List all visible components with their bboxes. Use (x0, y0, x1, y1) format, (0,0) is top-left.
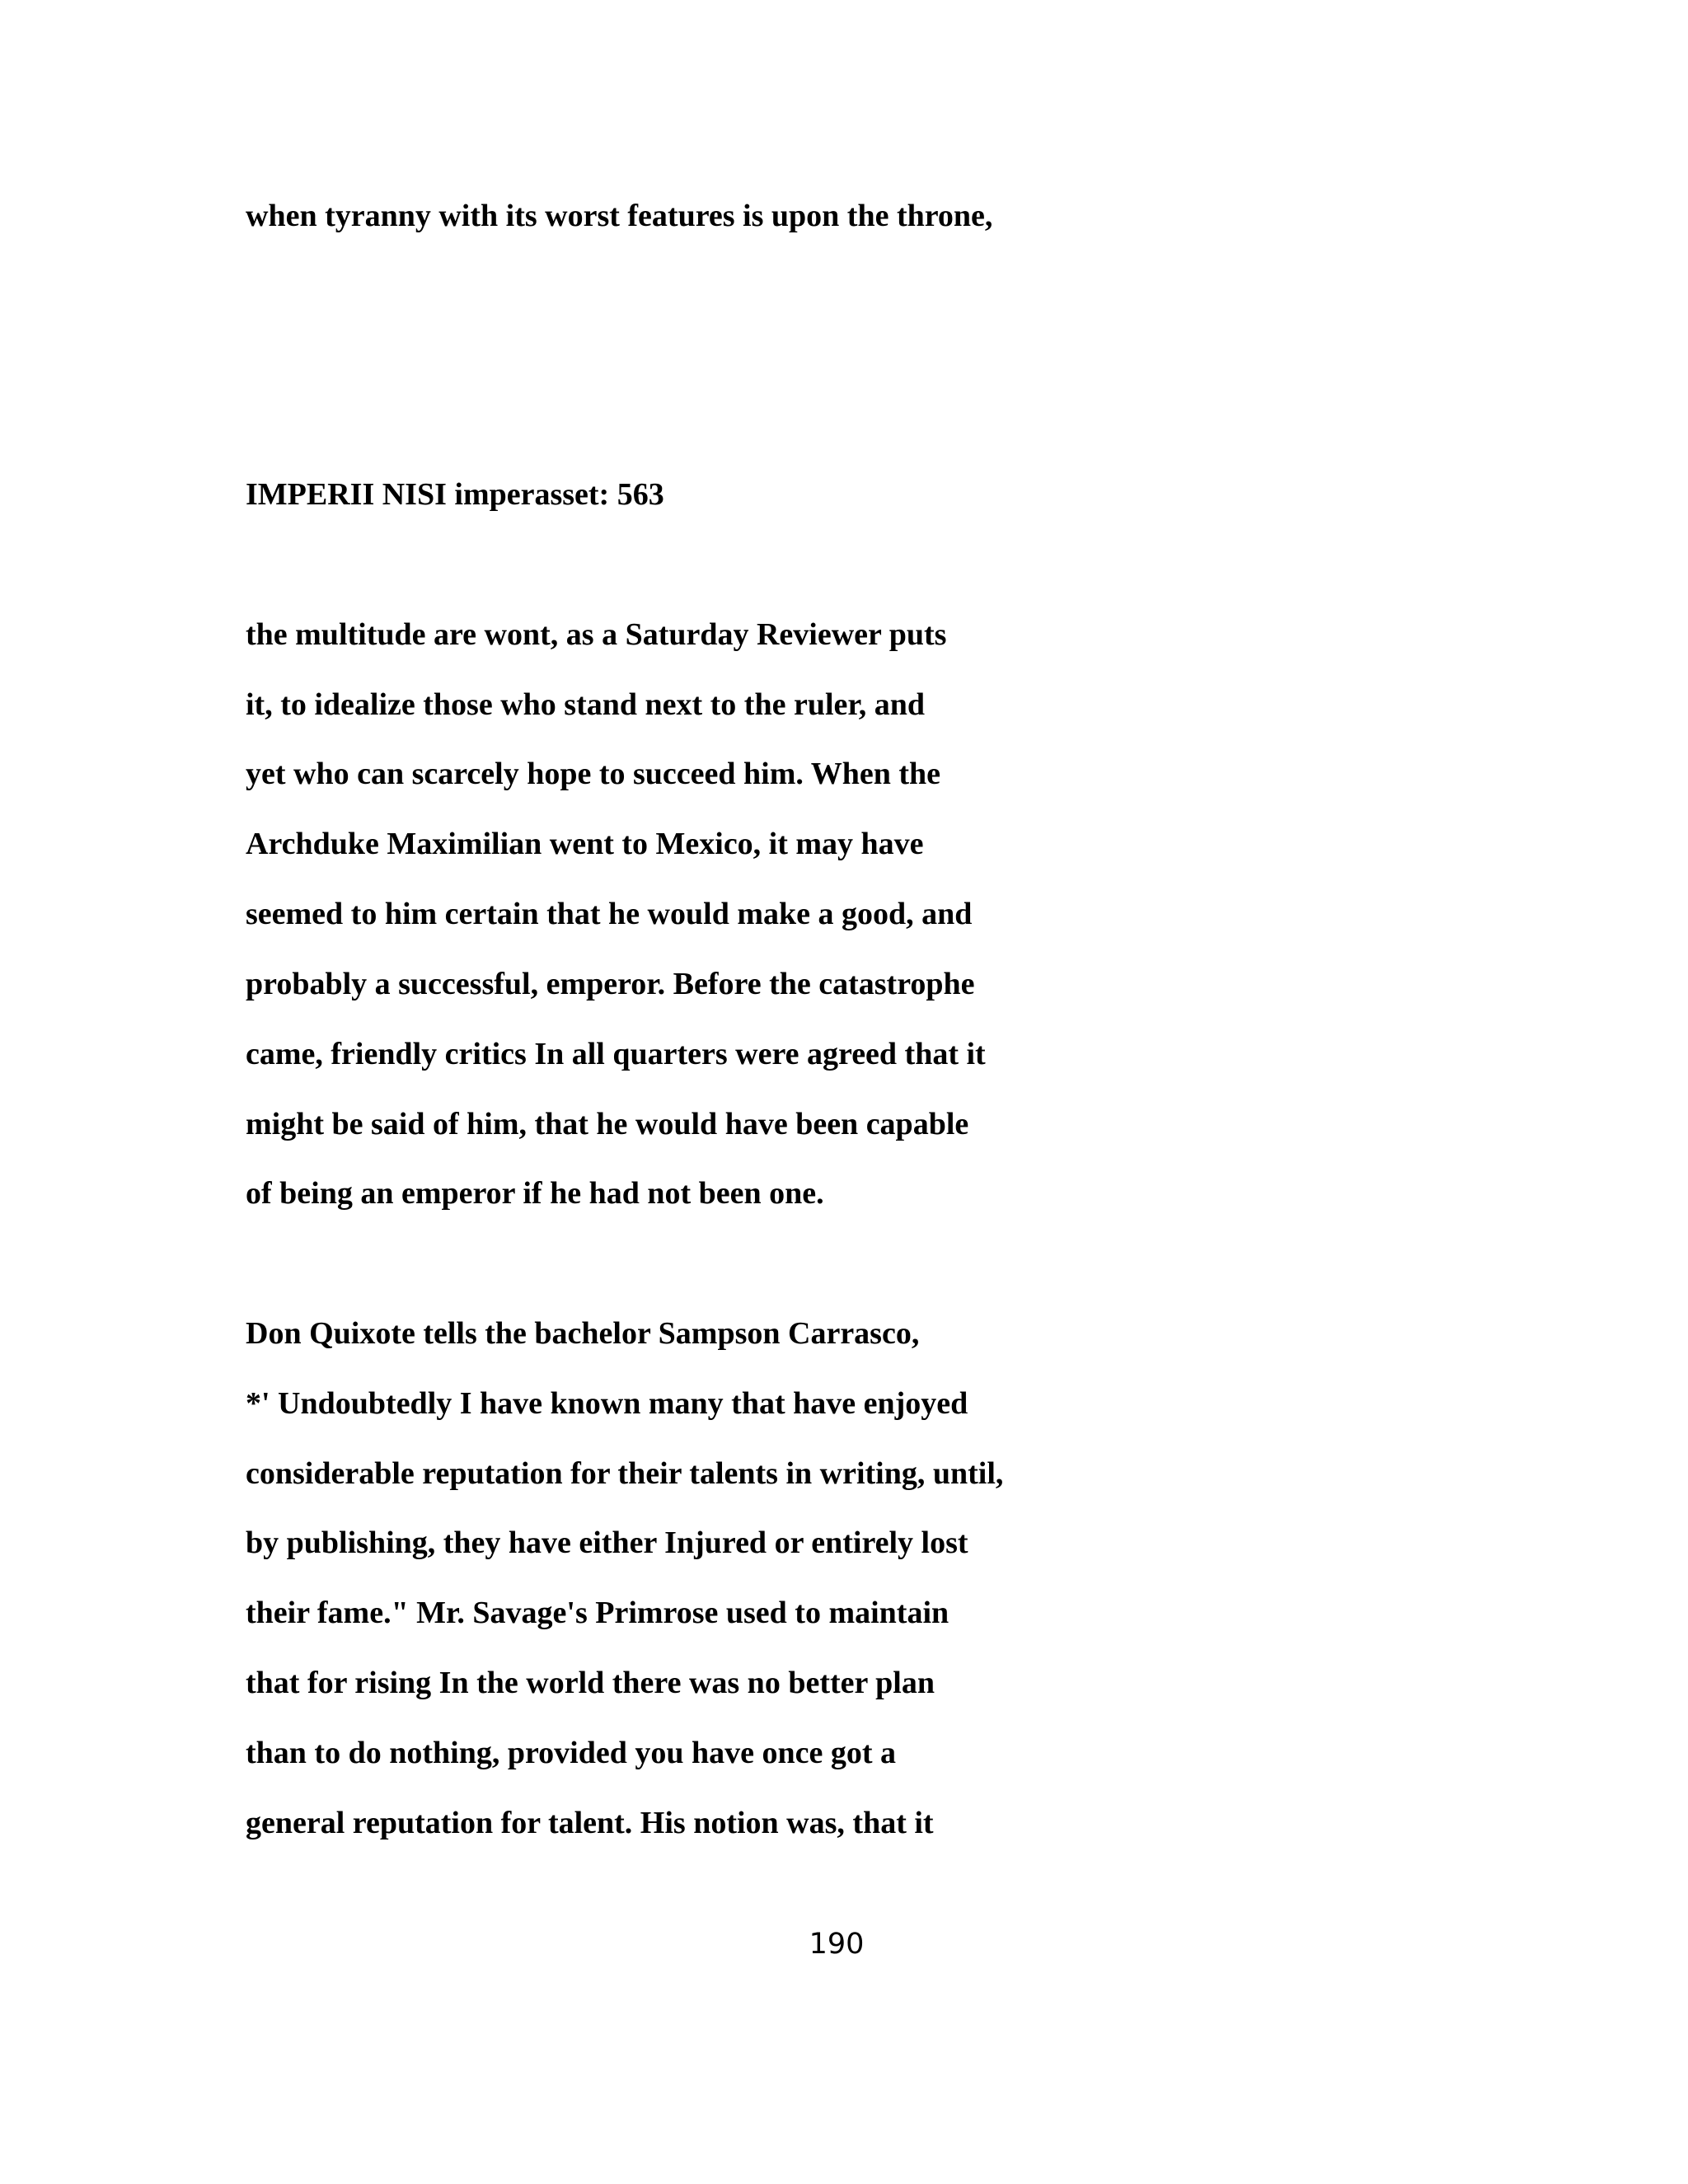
text-line: of being an emperor if he had not been one. (246, 1176, 824, 1211)
text-line: *' Undoubtedly I have known many that have enjoyed (246, 1386, 968, 1421)
text-line: it, to idealize those who stand next to the ruler, and (246, 687, 926, 722)
text-line: might be said of him, that he would have been capable (246, 1107, 969, 1141)
text-line: by publishing, they have either Injured or entirely lost (246, 1526, 968, 1560)
text-line: probably a successful, emperor. Before the catastrophe (246, 967, 975, 1001)
page-number: 190 (809, 1928, 865, 1961)
text-line: general reputation for talent. His notion was, that it (246, 1806, 934, 1840)
text-line: when tyranny with its worst features is upon the throne, (246, 199, 993, 233)
text-line: the multitude are wont, as a Saturday Reviewer puts (246, 617, 947, 652)
text-line: than to do nothing, provided you have once got a (246, 1736, 896, 1770)
text-line: yet who can scarcely hope to succeed him. When the (246, 757, 940, 791)
text-line: their fame." Mr. Savage's Primrose used to maintain (246, 1596, 950, 1630)
text-line: Archduke Maximilian went to Mexico, it may have (246, 827, 924, 861)
text-line: seemed to him certain that he would make a good, and (246, 897, 973, 931)
text-line: that for rising In the world there was no better plan (246, 1666, 935, 1700)
text-line: came, friendly critics In all quarters were agreed that it (246, 1037, 986, 1071)
text-line: considerable reputation for their talents in writing, until, (246, 1456, 1004, 1491)
text-line: Don Quixote tells the bachelor Sampson Carrasco, (246, 1316, 920, 1351)
section-heading: IMPERII NISI imperasset: 563 (246, 477, 664, 512)
